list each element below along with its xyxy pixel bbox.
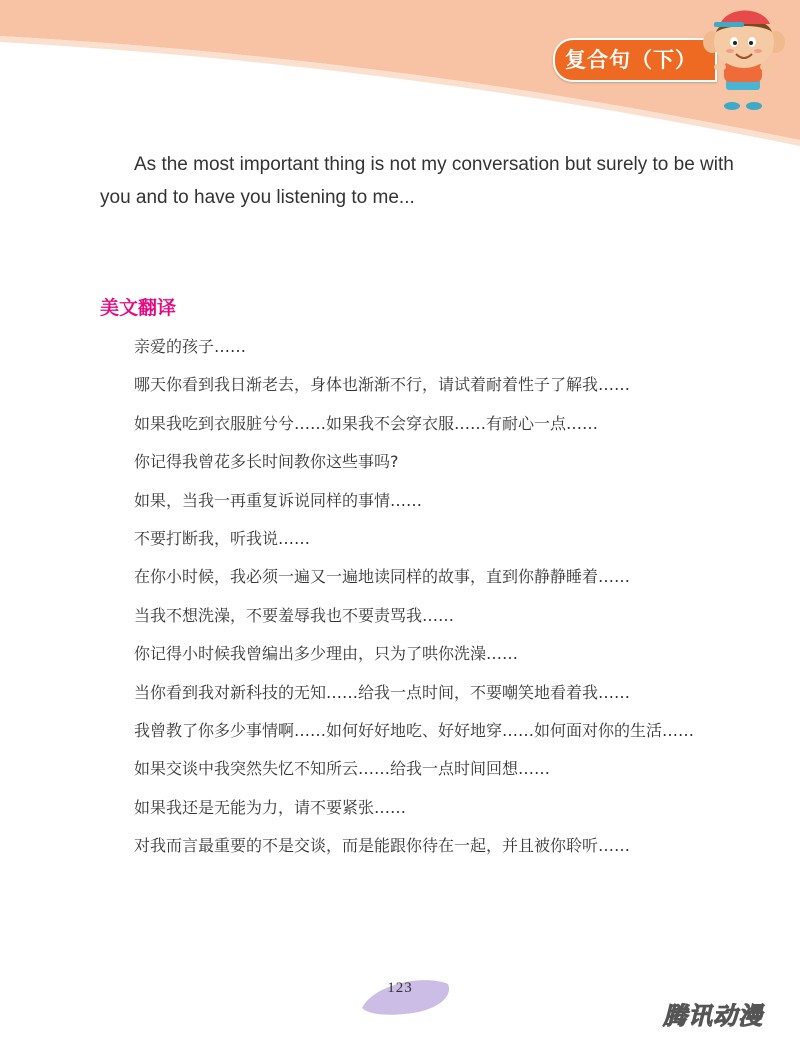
translation-line: 哪天你看到我日渐老去，身体也渐渐不行，请试着耐着性子了解我…… — [134, 375, 631, 395]
translation-line: 对我而言最重要的不是交谈，而是能跟你待在一起，并且被你聆听…… — [134, 836, 631, 856]
translation-line: 如果我还是无能为力，请不要紧张…… — [134, 797, 407, 817]
translation-line: 不要打断我，听我说…… — [134, 529, 311, 549]
cartoon-boy-icon — [688, 4, 798, 112]
translation-line: 亲爱的孩子…… — [134, 337, 247, 356]
watermark-logo: 腾讯动漫 — [663, 1002, 763, 1030]
translation-line: 如果交谈中我突然失忆不知所云……给我一点时间回想…… — [134, 759, 551, 779]
translation-line: 当我不想洗澡，不要羞辱我也不要责骂我…… — [134, 605, 455, 625]
translation-line: 我曾教了你多少事情啊……如何好好地吃、好好地穿……如何面对你的生活…… — [134, 721, 695, 741]
translation-line: 当你看到我对新科技的无知……给我一点时间，不要嘲笑地看着我…… — [134, 682, 631, 702]
chinese-translation — [100, 328, 740, 866]
translation-line: 你记得小时候我曾编出多少理由，只为了哄你洗澡…… — [134, 644, 519, 664]
translation-line: 如果，当我一再重复诉说同样的事情…… — [134, 490, 423, 510]
page-number: 123 — [387, 980, 413, 996]
chapter-title: 复合句（下） — [565, 48, 697, 72]
english-paragraph: As the most important thing is not my conversation but surely to be with you and to have you listening to me... — [100, 154, 734, 208]
translation-line: 如果我吃到衣服脏兮兮……如果我不会穿衣服……有耐心一点…… — [134, 413, 599, 433]
translation-line: 你记得我曾花多长时间教你这些事吗? — [134, 452, 399, 472]
section-heading: 美文翻译 — [100, 297, 177, 319]
translation-line: 在你小时候，我必须一遍又一遍地读同样的故事，直到你静静睡着…… — [134, 567, 631, 587]
